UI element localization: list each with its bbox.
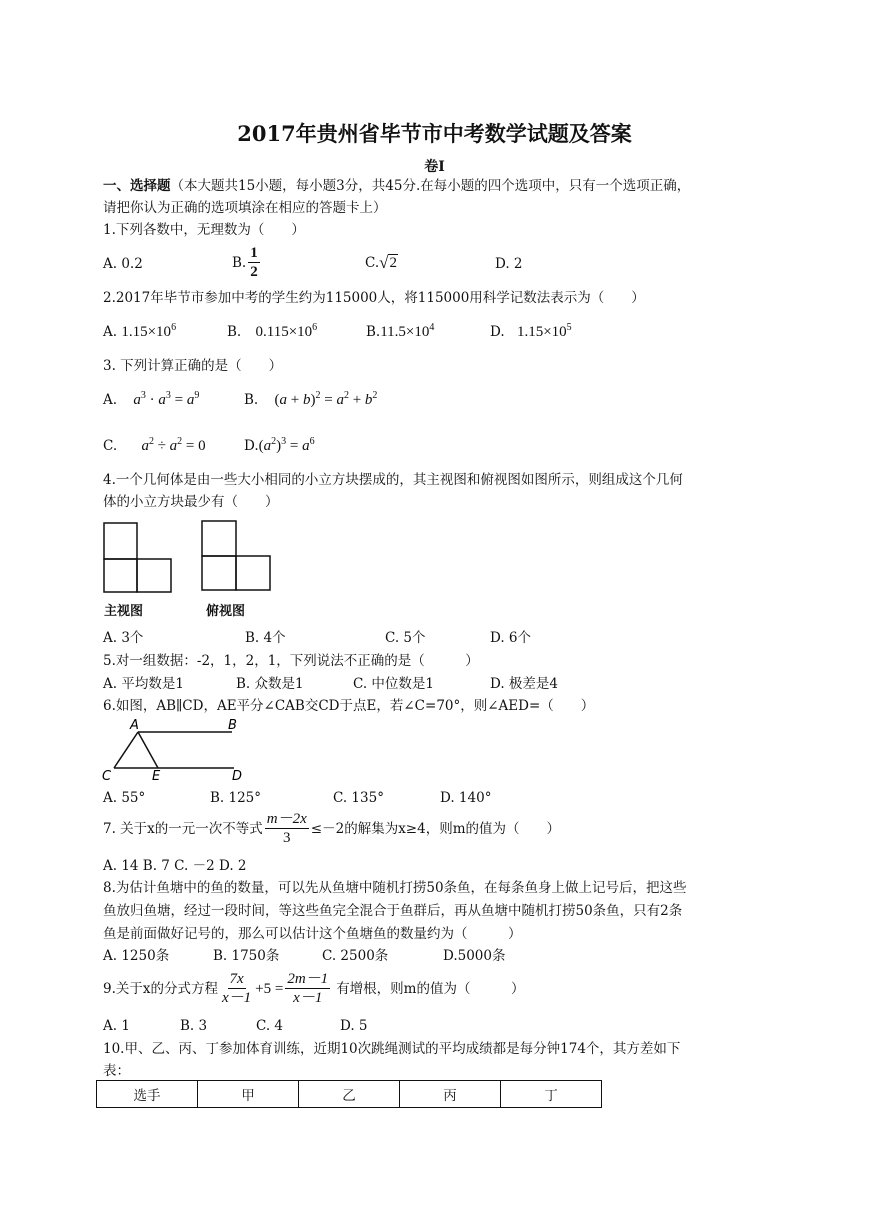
q7-stem-post: ≤－2的解集为x≥4，则m的值为（ ） <box>310 820 561 837</box>
q2-d-value <box>517 324 572 340</box>
q3-d-label: D. <box>244 438 259 454</box>
q6-option-a: A. 55° <box>103 790 146 806</box>
q3-c-expr: $a^2 \div a^2 = 0$ <box>141 436 206 454</box>
q7-fraction <box>265 810 309 847</box>
q1-option-d: D. 2 <box>495 256 523 272</box>
q7-denominator: 3 <box>283 830 291 846</box>
q3-b-expr: $(a + b)^2 = a^2 + b^2$ <box>274 390 378 408</box>
q9-f2-numerator: 2m－1 <box>287 971 329 987</box>
q1-c-radicand: 2 <box>389 255 397 271</box>
q2-d-exp: 5 <box>566 322 572 333</box>
q1-option-b <box>232 244 262 281</box>
q7-options: A. 14 B. 7 C. －2 D. 2 <box>103 858 247 874</box>
point-c-label: C <box>102 769 112 784</box>
q2-b-exp: 6 <box>312 322 318 333</box>
q6-option-d: D. 140° <box>440 790 492 806</box>
q1-b-label: B. <box>232 254 247 271</box>
q4-option-d: D. 6个 <box>490 630 532 646</box>
volume-label: 卷Ⅰ <box>424 159 445 175</box>
q5-option-b: B. 众数是1 <box>236 676 304 692</box>
q3-c-tail: = 0 <box>182 438 206 454</box>
table-header-cell: 丁 <box>501 1081 602 1108</box>
table-row <box>97 1081 602 1108</box>
q8-option-b: B. 1750条 <box>213 948 280 964</box>
q9-fraction-1 <box>220 970 253 1007</box>
q1-stem: 1.下列各数中，无理数为（ ） <box>103 222 305 238</box>
q9-f2-denominator: x－1 <box>293 990 323 1006</box>
q8-line3: 鱼是前面做好记号的，那么可以估计这个鱼塘鱼的数量约为（ ） <box>103 926 522 942</box>
q3-option-c <box>103 438 206 454</box>
q5-stem: 5.对一组数据：-2，1，2，1，下列说法不正确的是（ ） <box>103 653 479 669</box>
line-ac <box>114 732 138 768</box>
q6-option-b: B. 125° <box>210 790 262 806</box>
table-header-cell: 甲 <box>198 1081 299 1108</box>
point-b-label: B <box>228 718 237 733</box>
q3-b-label: B. <box>244 392 259 408</box>
q4-option-c: C. 5个 <box>385 630 426 646</box>
q4-views-figure <box>100 518 280 596</box>
q6-geometry-figure <box>100 716 260 786</box>
q8-option-d: D.5000条 <box>443 948 506 964</box>
table-header-cell: 选手 <box>97 1081 198 1108</box>
q1-b-numerator: 1 <box>250 245 258 261</box>
q3-a-expr: $a^3 \cdot a^3 = a^9$ <box>133 390 200 408</box>
q2-stem: 2.2017年毕节市参加中考的学生约为115000人，将115000用科学记数法表示为（ ） <box>103 290 645 306</box>
q2-option-b <box>227 324 317 340</box>
q10-variance-table <box>96 1080 602 1108</box>
q5-option-a: A. 平均数是1 <box>103 676 184 692</box>
q7-stem <box>103 810 560 847</box>
q9-stem-pre: 9.关于x的分式方程 <box>103 980 218 997</box>
q8-option-a: A. 1250条 <box>103 948 170 964</box>
q6-option-c: C. 135° <box>333 790 384 806</box>
q9-stem <box>103 970 525 1007</box>
q2-a-label: A. <box>103 324 118 340</box>
q9-stem-post: 有增根，则m的值为（ ） <box>336 980 525 997</box>
q2-option-a <box>103 324 176 340</box>
q8-option-c: C. 2500条 <box>322 948 389 964</box>
q1-c-label: C. <box>365 254 380 271</box>
q9-mid: +5 = <box>255 980 284 997</box>
q9-option-b: B. 3 <box>180 1018 208 1034</box>
table-header-cell: 乙 <box>299 1081 400 1108</box>
q9-f1-numerator: 7x <box>229 971 244 987</box>
q2-b-value <box>256 324 318 340</box>
q5-option-d: D. 极差是4 <box>490 676 559 692</box>
q10-line2: 表： <box>103 1063 130 1079</box>
q2-d-label: D. <box>490 324 505 340</box>
q7-numerator: m－2x <box>266 811 307 827</box>
q2-b-label: B. <box>227 324 242 340</box>
q7-stem-pre: 7. 关于x的一元一次不等式 <box>103 820 263 837</box>
q3-option-a <box>103 392 199 408</box>
q4-stem-line2: 体的小立方块最少有（ ） <box>103 494 279 510</box>
point-e-label: E <box>152 769 161 784</box>
section-instructions <box>103 178 690 194</box>
q3-stem: 3. 下列计算正确的是（ ） <box>103 358 283 374</box>
instructions-line1: （本大题共15小题，每小题3分，共45分.在每小题的四个选项中，只有一个选项正确， <box>170 178 691 194</box>
instructions-line2: 请把你认为正确的选项填涂在相应的答题卡上） <box>103 200 387 216</box>
q2-d-base: 1.15×10 <box>516 324 567 340</box>
q3-a-label: A. <box>103 392 118 408</box>
q2-option-c <box>366 324 434 340</box>
front-view-label: 主视图 <box>104 604 144 619</box>
q1-b-denominator: 2 <box>250 264 258 280</box>
point-a-label: A <box>130 718 139 733</box>
q3-option-d <box>244 438 315 454</box>
q6-stem: 6.如图，AB∥CD，AE平分∠CAB交CD于点E，若∠C=70°，则∠AED=（ ） <box>103 698 595 714</box>
q2-a-exp: 6 <box>171 322 177 333</box>
q4-option-a: A. 3个 <box>103 630 144 646</box>
q2-c-label: B. <box>366 324 381 340</box>
q1-option-a: A. 0.2 <box>103 256 143 272</box>
section-heading: 一、选择题 <box>103 178 171 194</box>
q9-f1-denominator: x－1 <box>222 990 252 1006</box>
q2-b-base: 0.115×10 <box>255 324 313 340</box>
q4-stem-line1: 4.一个几何体是由一些大小相同的小立方块摆成的，其主视图和俯视图如图所示，则组成这个几何 <box>103 472 683 488</box>
q3-d-expr: $(a^2)^3 = a^6$ <box>258 436 315 454</box>
q2-a-value <box>121 324 176 340</box>
q10-line1: 10.甲、乙、丙、丁参加体育训练，近期10次跳绳测试的平均成绩都是每分钟174个，其方差如下 <box>103 1041 681 1057</box>
point-d-label: D <box>232 769 243 784</box>
line-ae <box>138 732 158 768</box>
top-view-figure <box>202 521 270 590</box>
q4-option-b: B. 4个 <box>245 630 286 646</box>
table-header-cell: 丙 <box>400 1081 501 1108</box>
q2-c-value <box>380 324 434 340</box>
q3-option-b <box>244 392 377 408</box>
q9-option-d: D. 5 <box>340 1018 368 1034</box>
q2-option-d <box>490 324 572 340</box>
q5-option-c: C. 中位数是1 <box>353 676 435 692</box>
top-view-label: 俯视图 <box>206 604 246 619</box>
q3-c-label: C. <box>103 438 118 454</box>
q2-c-base: 11.5×10 <box>380 324 430 340</box>
q1-option-c <box>365 254 398 271</box>
q9-option-a: A. 1 <box>103 1018 130 1034</box>
q8-line1: 8.为估计鱼塘中的鱼的数量，可以先从鱼塘中随机打捞50条鱼，在每条鱼身上做上记号后，把这些 <box>103 880 687 896</box>
q1-c-sqrt <box>379 254 398 271</box>
q2-a-base: 1.15×10 <box>121 324 172 340</box>
q9-option-c: C. 4 <box>256 1018 284 1034</box>
q2-c-exp: 4 <box>429 322 435 333</box>
q1-b-fraction <box>248 244 260 281</box>
page-title: 2017年贵州省毕节市中考数学试题及答案 <box>237 121 632 146</box>
radical-sign-icon: √ <box>379 252 389 272</box>
front-view-figure <box>104 523 171 592</box>
q9-fraction-2 <box>285 970 330 1007</box>
q8-line2: 鱼放归鱼塘，经过一段时间，等这些鱼完全混合于鱼群后，再从鱼塘中随机打捞50条鱼，只有2条 <box>103 903 683 919</box>
